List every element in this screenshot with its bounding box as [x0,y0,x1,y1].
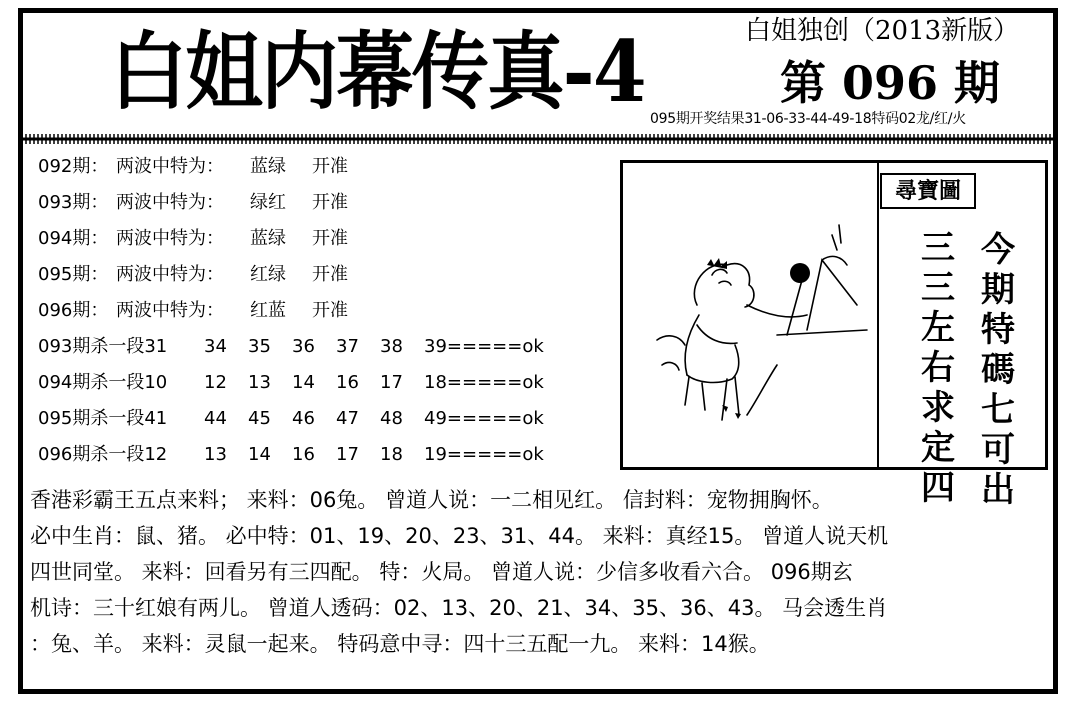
kill-number: 13 [248,372,271,393]
hint-char: 期 [981,270,1015,310]
issue-number: 第 096 期 [780,56,1001,110]
wave-status: 开准 [312,228,348,249]
kill-number: 17 [336,444,359,465]
hint-char: 可 [981,430,1015,470]
tips-line: ：兔、羊。 来料：灵鼠一起来。 特码意中寻：四十三五配一九。 来料：14猴。 [30,632,770,656]
hint-column-1 [978,230,1018,510]
hint-char: 求 [921,388,955,428]
hint-char: 四 [921,468,955,508]
wave-period: 096期： [38,300,109,321]
kill-label: 093期杀一段31 [38,336,168,357]
kill-end: 18=====ok [424,372,544,393]
kill-row [38,335,544,359]
hint-char: 三 [921,268,955,308]
hint-char: 今 [981,230,1015,270]
kill-number: 34 [204,336,227,357]
kill-row [38,371,544,395]
kill-label: 095期杀一段41 [38,408,168,429]
wave-period: 093期： [38,192,109,213]
tips-line: 必中生肖：鼠、猪。 必中特：01、19、20、23、31、44。 来料：真经15。 曾道人说天机 [30,524,889,548]
wave-period: 094期： [38,228,109,249]
wave-status: 开准 [312,156,348,177]
kill-number: 36 [292,336,315,357]
hint-char: 特 [981,310,1015,350]
kill-number: 46 [292,408,315,429]
kill-number: 16 [336,372,359,393]
wave-row [38,227,348,251]
wave-label: 两波中特为： [116,300,224,321]
tips-line: 机诗：三十红娘有两儿。 曾道人透码：02、13、20、21、34、35、36、43。 马会透生肖 [30,596,888,620]
page-title: 白姐内幕传真-4 [110,22,645,121]
wave-value: 绿红 [250,192,286,213]
kill-number: 44 [204,408,227,429]
decorative-divider [22,132,1054,146]
wave-row [38,299,348,323]
lion-sketch [627,165,877,465]
kill-number: 37 [336,336,359,357]
wave-period: 095期： [38,264,109,285]
hint-char: 定 [921,428,955,468]
wave-row [38,191,348,215]
kill-label: 096期杀一段12 [38,444,168,465]
wave-status: 开准 [312,300,348,321]
kill-number: 12 [204,372,227,393]
wave-value: 红蓝 [250,300,286,321]
wave-label: 两波中特为： [116,192,224,213]
wave-value: 红绿 [250,264,286,285]
kill-row [38,443,544,467]
hint-char: 右 [921,348,955,388]
kill-end: 39=====ok [424,336,544,357]
treasure-map-label: 尋寶圖 [880,173,976,209]
kill-end: 19=====ok [424,444,544,465]
kill-label: 094期杀一段10 [38,372,168,393]
kill-number: 45 [248,408,271,429]
hint-char: 七 [981,390,1015,430]
kill-row [38,407,544,431]
kill-number: 14 [292,372,315,393]
wave-label: 两波中特为： [116,156,224,177]
kill-number: 47 [336,408,359,429]
wave-status: 开准 [312,192,348,213]
wave-status: 开准 [312,264,348,285]
wave-label: 两波中特为： [116,264,224,285]
treasure-divider [877,160,879,470]
tips-line: 香港彩霸王五点来料； 来料：06兔。 曾道人说：一二相见红。 信封料：宠物拥胸怀。 [30,488,833,512]
hint-char: 碼 [981,350,1015,390]
hint-char: 出 [981,470,1015,510]
wave-value: 蓝绿 [250,156,286,177]
wave-row [38,155,348,179]
kill-number: 18 [380,444,403,465]
hint-char: 左 [921,308,955,348]
hint-column-2 [918,228,958,508]
wave-label: 两波中特为： [116,228,224,249]
wave-row [38,263,348,287]
kill-number: 35 [248,336,271,357]
kill-number: 16 [292,444,315,465]
tips-line: 四世同堂。 来料：回看另有三四配。 特：火局。 曾道人说：少信多收看六合。 096期玄 [30,560,853,584]
kill-number: 38 [380,336,403,357]
kill-number: 17 [380,372,403,393]
wave-period: 092期： [38,156,109,177]
edition-label: 白姐独创（2013新版） [745,16,1020,46]
tips-paragraph [30,482,1054,662]
previous-result: 095期开奖结果31-06-33-44-49-18特码02龙/红/火 [650,111,966,127]
wave-value: 蓝绿 [250,228,286,249]
hint-char: 三 [921,228,955,268]
kill-number: 13 [204,444,227,465]
kill-end: 49=====ok [424,408,544,429]
kill-number: 14 [248,444,271,465]
kill-number: 48 [380,408,403,429]
